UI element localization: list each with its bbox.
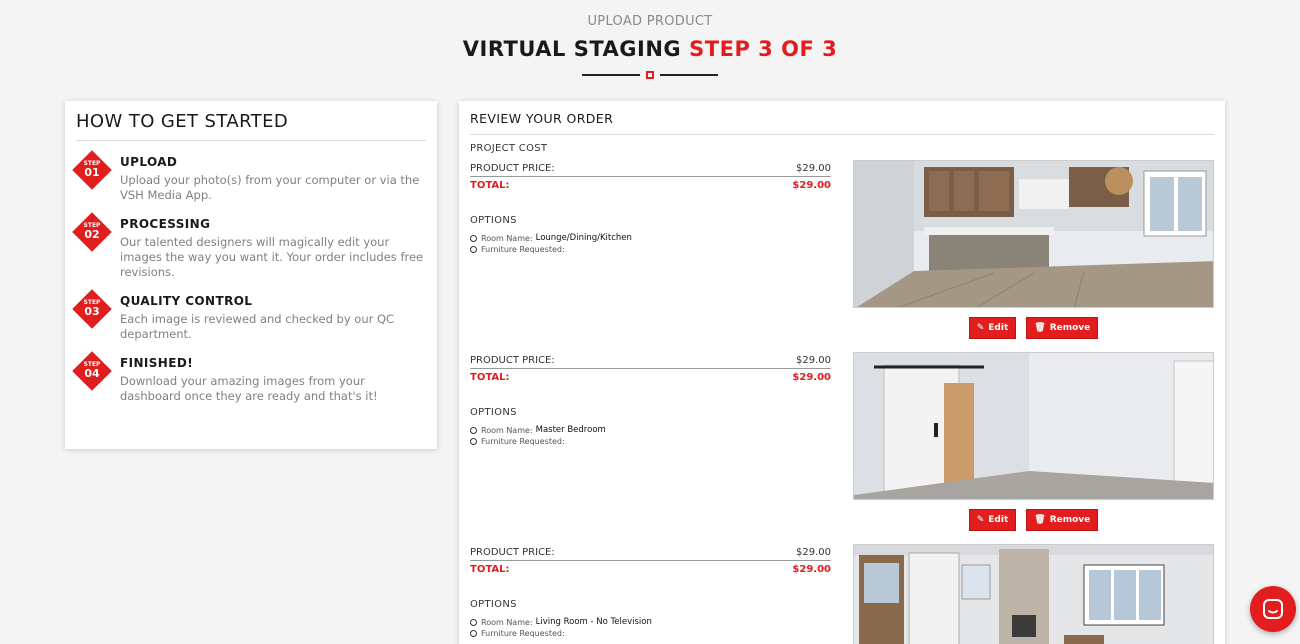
price-label: PRODUCT PRICE: [470,547,555,558]
step-badge-icon: STEP 03 [76,294,108,326]
trash-icon: 🗑 [1034,515,1046,525]
edit-label: Edit [988,323,1009,333]
price-value: $29.00 [796,163,831,174]
order-item [470,160,1214,352]
remove-button[interactable] [1026,509,1098,531]
total-value: $29.00 [792,372,831,383]
step-description: Download your amazing images from your dashboard once they are ready and that's it! [120,374,378,403]
step-title: UPLOAD [120,155,178,169]
chat-button[interactable] [1250,586,1296,632]
furniture-label: Furniture Requested: [481,437,565,446]
step-upload [76,155,426,203]
furniture-label: Furniture Requested: [481,245,565,254]
total-value: $29.00 [792,564,831,575]
step-title: PROCESSING [120,217,211,231]
bedroom-photo [853,352,1214,500]
room-name-label: Room Name: [481,617,533,627]
page-subtitle: UPLOAD PRODUCT [587,14,713,29]
step-indicator: STEP 3 OF 3 [689,37,838,61]
price-row [470,352,831,369]
step-description: Our talented designers will magically edit your images the way you want it. Your order includes free revisions. [120,235,424,279]
remove-button[interactable] [1026,317,1098,339]
price-row [470,160,831,177]
how-to-title: HOW TO GET STARTED [76,111,426,141]
pencil-icon: ✎ [976,515,985,525]
radio-icon [470,630,477,637]
room-name-label: Room Name: [481,425,533,435]
edit-label: Edit [988,515,1009,525]
price-label: PRODUCT PRICE: [470,163,555,174]
radio-icon [470,619,477,626]
living-room-photo [853,544,1214,644]
total-label: TOTAL: [470,564,510,575]
option-furniture [470,437,831,446]
step-title: QUALITY CONTROL [120,294,253,308]
price-row [470,544,831,561]
option-furniture [470,629,831,638]
step-description: Each image is reviewed and checked by our QC department. [120,312,395,341]
step-title: FINISHED! [120,356,194,370]
options-label: OPTIONS [470,215,517,226]
step-description: Upload your photo(s) from your computer or via the VSH Media App. [120,173,420,202]
review-order-card [459,101,1225,644]
step-badge-icon: STEP 01 [76,155,108,187]
total-row [470,369,831,383]
project-cost-label: PROJECT COST [470,143,548,154]
step-finished [76,356,426,404]
option-room-name [470,233,831,243]
kitchen-photo [853,160,1214,308]
page-title-text: VIRTUAL STAGING [462,37,682,61]
page-title [0,37,1300,61]
review-title: REVIEW YOUR ORDER [470,111,1214,135]
total-value: $29.00 [792,180,831,191]
order-item [470,544,1214,644]
radio-icon [470,246,477,253]
options-label: OPTIONS [470,407,517,418]
room-name-value: Master Bedroom [535,425,606,435]
total-row [470,177,831,191]
chat-icon [1261,597,1285,621]
title-divider [582,71,718,79]
total-label: TOTAL: [470,180,510,191]
radio-icon [470,438,477,445]
option-room-name [470,425,831,435]
radio-icon [470,427,477,434]
options-label: OPTIONS [470,599,517,610]
option-room-name [470,617,831,627]
step-badge-icon: STEP 04 [76,356,108,388]
room-name-value: Lounge/Dining/Kitchen [535,233,632,243]
price-value: $29.00 [796,547,831,558]
remove-label: Remove [1049,323,1091,333]
option-furniture [470,245,831,254]
room-name-value: Living Room - No Television [535,617,652,627]
total-row [470,561,831,575]
step-badge-icon: STEP 02 [76,217,108,249]
price-value: $29.00 [796,355,831,366]
furniture-label: Furniture Requested: [481,629,565,638]
order-item [470,352,1214,544]
radio-icon [470,235,477,242]
room-name-label: Room Name: [481,233,533,243]
pencil-icon: ✎ [976,323,985,333]
step-processing [76,217,426,280]
total-label: TOTAL: [470,372,510,383]
how-to-card [65,101,437,449]
step-quality-control [76,294,426,342]
price-label: PRODUCT PRICE: [470,355,555,366]
trash-icon: 🗑 [1034,323,1046,333]
edit-button[interactable] [969,509,1017,531]
edit-button[interactable] [969,317,1017,339]
remove-label: Remove [1049,515,1091,525]
page-header [0,14,1300,79]
